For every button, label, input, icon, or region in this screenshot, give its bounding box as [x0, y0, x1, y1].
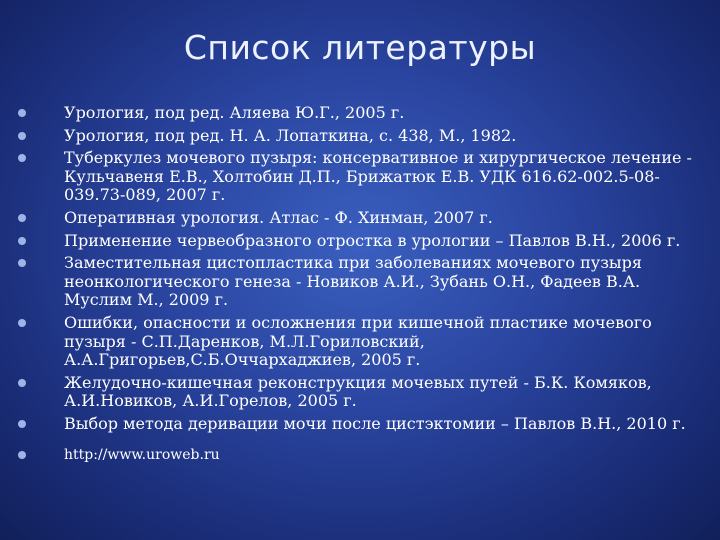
bullet-icon — [18, 109, 26, 117]
reference-item — [18, 415, 708, 434]
reference-item — [18, 127, 708, 146]
bullet-icon — [18, 237, 26, 245]
slide-title: Список литературы — [183, 28, 537, 67]
reference-item-url — [18, 446, 708, 465]
reference-list — [18, 104, 708, 468]
reference-item — [18, 149, 708, 205]
reference-item — [18, 314, 708, 370]
reference-text: Урология, под ред. Н. А. Лопаткина, с. 438, М., 1982. — [64, 125, 517, 145]
bullet-icon — [18, 259, 26, 267]
bullet-icon — [18, 420, 26, 428]
reference-text: Заместительная цистопластика при заболеваниях мочевого пузыря неонкологического генеза - Новиков А.И., Зубань О.Н., Фадеев В.А. Муслим М., 2009 г. — [64, 253, 642, 310]
bullet-icon — [18, 319, 26, 327]
reference-text: Оперативная урология. Атлас - Ф. Хинман, 2007 г. — [64, 207, 493, 227]
reference-item — [18, 254, 708, 310]
reference-item — [18, 209, 708, 228]
reference-text: Урология, под ред. Аляева Ю.Г., 2005 г. — [64, 103, 405, 122]
reference-item — [18, 104, 708, 123]
reference-item — [18, 232, 708, 251]
reference-link[interactable]: http://www.uroweb.ru — [64, 446, 220, 463]
reference-item — [18, 374, 708, 411]
reference-text: Туберкулез мочевого пузыря: консервативное и хирургическое лечение - Кульчавеня Е.В., Холтобин Д.П., Брижатюк Е.В. УДК 616.62-002.5-08-039.73-089, 2007 г. — [64, 148, 692, 205]
bullet-icon — [18, 154, 26, 162]
reference-text: Применение червеобразного отростка в урологии – Павлов В.Н., 2006 г. — [64, 230, 681, 250]
reference-text: Выбор метода деривации мочи после цистэктомии – Павлов В.Н., 2010 г. — [64, 413, 686, 433]
reference-text: Ошибки, опасности и осложнения при кишечной пластике мочевого пузыря - С.П.Даренков, М.Л.Гориловский, А.А.Григорьев,С.Б.Оччархаджиев, 2005 г. — [64, 312, 652, 370]
bullet-icon — [18, 132, 26, 140]
bullet-icon — [18, 214, 26, 222]
bullet-icon — [18, 379, 26, 387]
bullet-icon — [18, 451, 26, 459]
reference-text: Желудочно-кишечная реконструкция мочевых путей - Б.К. Комяков, А.И.Новиков, А.И.Горелов, 2005 г. — [64, 372, 652, 411]
